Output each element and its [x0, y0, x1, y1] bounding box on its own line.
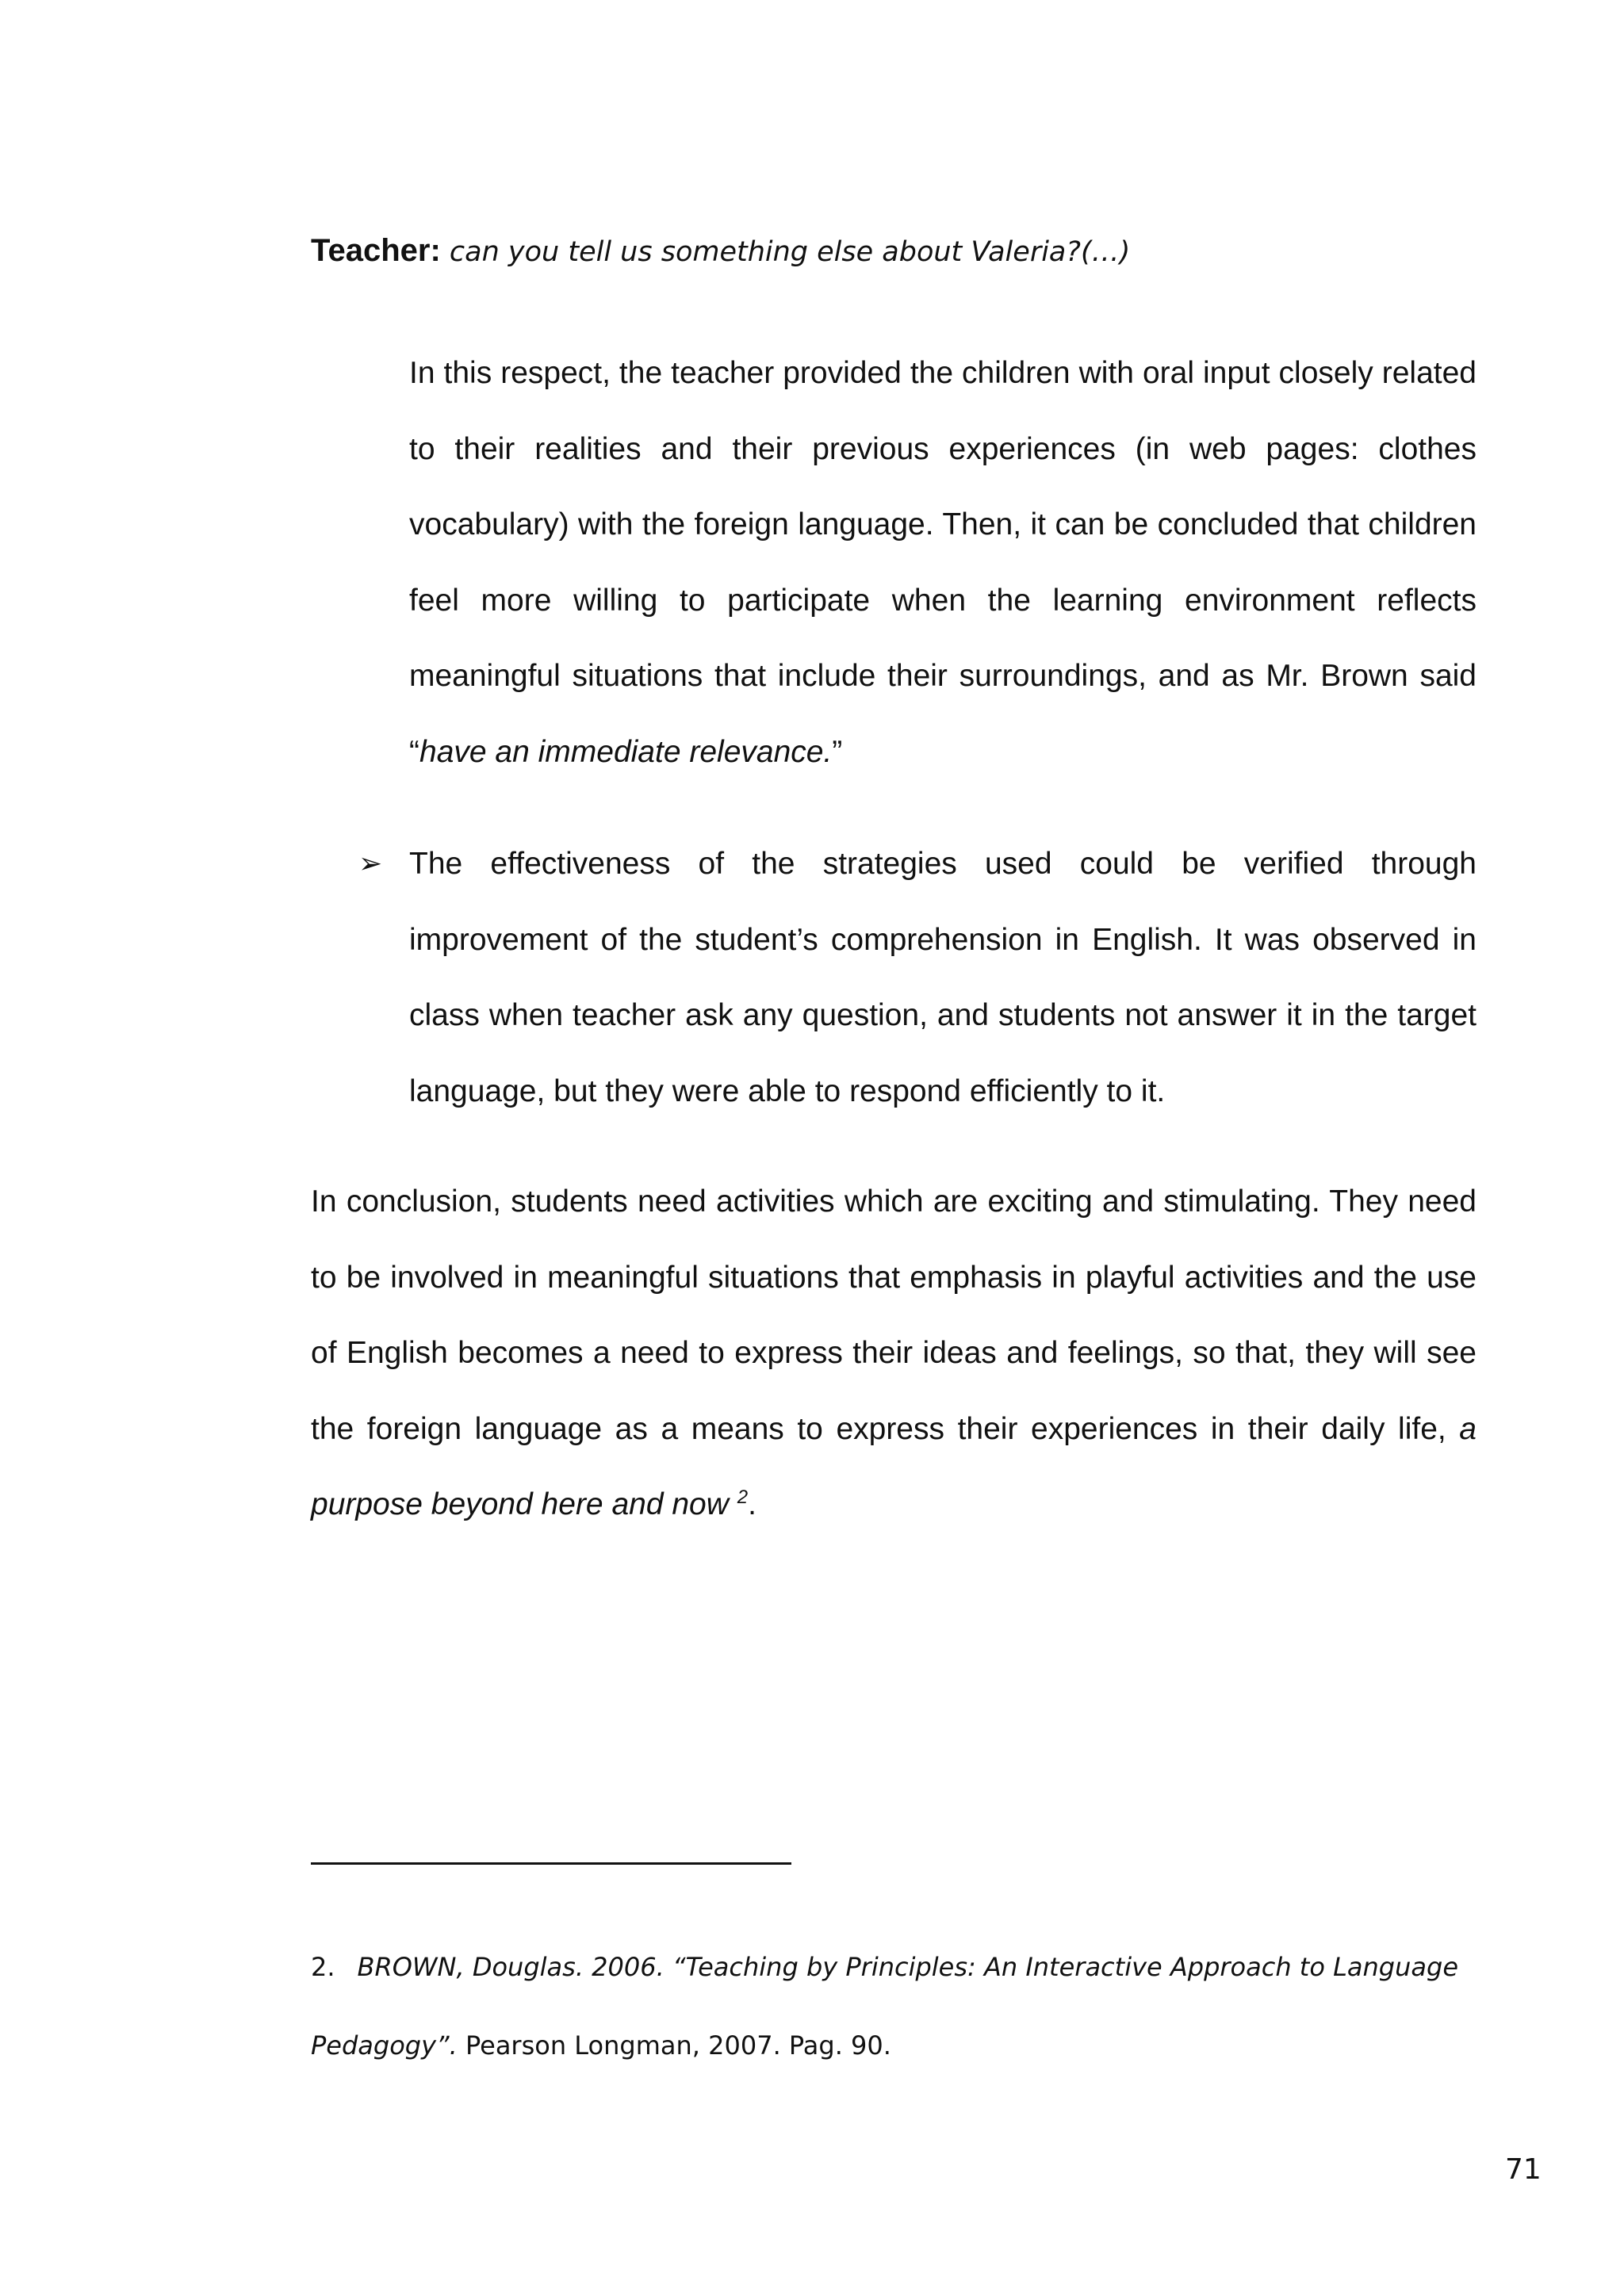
- footnote-publisher: Pearson Longman, 2007. Pag. 90.: [457, 2030, 891, 2061]
- footnote-separator: [311, 1862, 791, 1865]
- footnote-reference: 2: [737, 1487, 749, 1508]
- footnote-number: 2.: [311, 1952, 335, 1982]
- bullet-paragraph: The effectiveness of the strategies used could be verified through improvement of the student’s comprehension in English. It was observed in class when teacher ask any question, and students not answer it in the target language, but they were able to respond efficiently to it.: [409, 847, 1477, 1108]
- teacher-label: Teacher:: [311, 233, 441, 268]
- arrow-bullet-icon: ➢: [358, 848, 383, 880]
- conclusion-italic-phrase: a purpose beyond here and now: [311, 1411, 1477, 1521]
- closing-quote-mark: ”: [832, 734, 843, 769]
- footnote: [311, 1928, 1492, 2085]
- conclusion-text: In conclusion, students need activities which are exciting and stimulating. They need to be involved in meaningful situations that emphasis in playful activities and the use of English becomes a need to express their ideas and feelings, so that, they will see the foreign language as a means to express their experiences in their daily life,: [311, 1184, 1477, 1446]
- teacher-line: [311, 227, 1484, 276]
- teacher-question: can you tell us something else about Valeria?(…): [449, 236, 1131, 268]
- page-number: 71: [1505, 2153, 1542, 2186]
- conclusion-paragraph: [311, 1164, 1477, 1543]
- brown-quote: have an immediate relevance.: [419, 734, 833, 769]
- footnote-citation: BROWN, Douglas. 2006. “Teaching by Principles: An Interactive Approach to Language Pedagogy”.: [311, 1952, 1458, 2061]
- indented-paragraph: [409, 335, 1477, 790]
- paragraph-text: In this respect, the teacher provided the children with oral input closely related to their realities and their previous experiences (in web pages: clothes vocabulary) with the foreign language. Then, it can be concluded that children feel more willing to participate when the learning environment reflects meaningful situations that include their surroundings, and as Mr. Brown said “: [409, 356, 1477, 769]
- conclusion-end: .: [748, 1487, 756, 1521]
